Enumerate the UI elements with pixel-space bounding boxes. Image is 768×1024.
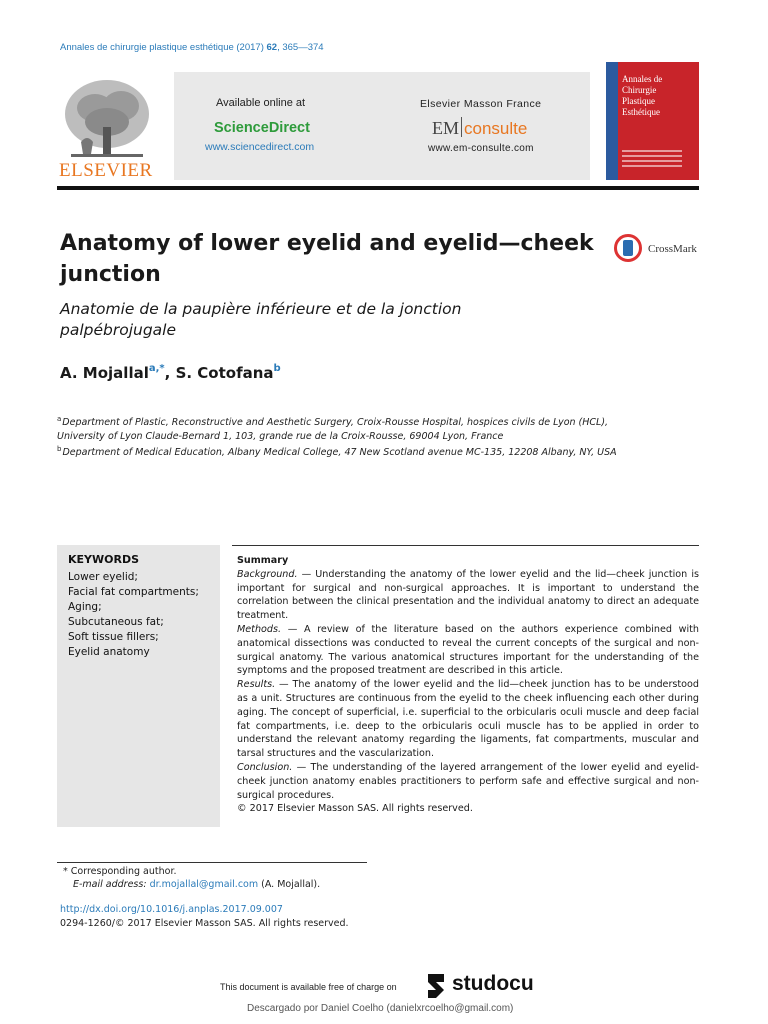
article-subtitle: Anatomie de la paupière inférieure et de la jonction palpébrojugale — [60, 300, 462, 339]
author-2-affiliation[interactable]: b — [273, 363, 281, 374]
summary-methods — [237, 623, 699, 678]
cover-text-lines — [622, 150, 682, 170]
cover-line-2: Chirurgie — [622, 85, 657, 95]
keyword-item: Facial fat compartments; — [68, 586, 199, 598]
author-list — [60, 363, 281, 382]
cover-line-3: Plastique — [622, 96, 655, 106]
studocu-brand[interactable]: studocu — [452, 972, 534, 995]
methods-text: — A review of the literature based on the authors experience combined with anatomical dissections was conducted to reveal the current concepts of the surgical and non-surgical anatomy. The various anatomical structures important for the understanding of the symptoms and the proposed treatment are described in this article. — [237, 623, 699, 677]
author-1[interactable]: A. Mojallal — [60, 364, 149, 382]
crossmark-icon[interactable] — [614, 234, 642, 262]
affiliation-b-label: b — [57, 445, 62, 453]
author-1-affiliation[interactable]: a,* — [148, 363, 165, 374]
article-title: Anatomy of lower eyelid and eyelid—cheek junction — [60, 231, 594, 287]
corresponding-author-note: * Corresponding author. — [63, 866, 177, 877]
summary-heading: Summary — [237, 555, 289, 566]
sciencedirect-link[interactable]: www.sciencedirect.com — [205, 141, 315, 153]
summary-conclusion — [237, 761, 699, 802]
summary-background — [237, 568, 699, 623]
email-link[interactable]: dr.mojallal@gmail.com — [149, 879, 259, 890]
conclusion-text: — The understanding of the layered arrangement of the lower eyelid and eyelid-cheek junction anatomy enables practitioners to perform safe and effective surgical and non-surgical procedures. — [237, 761, 699, 801]
elsevier-wordmark: ELSEVIER — [59, 160, 153, 181]
cover-title — [622, 74, 662, 118]
crossmark-label[interactable]: CrossMark — [648, 243, 697, 255]
keyword-item: Aging; — [68, 601, 102, 613]
affiliation-a-label: a — [57, 415, 62, 423]
journal-volume: 62 — [266, 42, 278, 53]
results-label: Results. — [237, 679, 276, 691]
author-2[interactable]: S. Cotofana — [175, 364, 274, 382]
downloaded-by-note: Descargado por Daniel Coelho (danielxrcoelho@gmail.com) — [247, 1003, 514, 1014]
keywords-list — [68, 570, 199, 660]
sciencedirect-logo[interactable]: ScienceDirect — [214, 120, 310, 136]
available-online-label: Available online at — [216, 97, 306, 109]
keyword-item: Soft tissue fillers; — [68, 631, 159, 643]
summary-copyright: © 2017 Elsevier Masson SAS. All rights reserved. — [237, 803, 473, 815]
results-text: — The anatomy of the lower eyelid and the lid—cheek junction has to be understood as a unit. Structures are continuous from the eyelid to the cheek influencing each other during aging. The concept of superficial, i.e. superficial to the orbicularis oculi muscle and deep facial fat compartments, i.e. deep to the orbicularis oculi muscle has to be applied in order to understand the relevant anatomy regarding the ligaments, fat compartments, muscular and tarsal structures and the vascularization. — [237, 679, 699, 760]
email-label: E-mail address: — [73, 879, 150, 890]
affiliation-b-text: Department of Medical Education, Albany Medical College, 47 New Scotland avenue MC-135, 12208 Albany, NY, USA — [62, 447, 617, 458]
affiliation-a-text: Department of Plastic, Reconstructive and Aesthetic Surgery, Croix-Rousse Hospital, hospices civils de Lyon (HCL), University of Lyon Claude-Bernard 1, 103, grande rue de la Croix-Rousse, 69004 Lyon, France — [57, 417, 609, 442]
cover-spine — [606, 62, 618, 180]
cover-line-1: Annales de — [622, 74, 663, 84]
summary-results — [237, 678, 699, 761]
em-consulte-link[interactable]: www.em-consulte.com — [428, 143, 534, 154]
summary-abstract — [237, 554, 699, 816]
email-suffix: (A. Mojallal). — [258, 879, 321, 890]
affiliation-a — [57, 412, 617, 444]
keyword-item: Subcutaneous fat; — [68, 616, 164, 628]
background-label: Background. — [237, 568, 298, 580]
conclusion-label: Conclusion. — [237, 761, 293, 773]
keyword-item: Lower eyelid; — [68, 571, 138, 583]
journal-reference[interactable] — [60, 42, 324, 53]
doi-link[interactable]: http://dx.doi.org/10.1016/j.anplas.2017.09.007 — [60, 904, 283, 915]
em-text: EM — [432, 118, 459, 138]
keywords-title: KEYWORDS — [68, 553, 140, 566]
journal-cover-thumbnail[interactable] — [606, 62, 699, 180]
keyword-item: Eyelid anatomy — [68, 646, 150, 658]
header-rule — [57, 186, 699, 190]
methods-label: Methods. — [237, 623, 282, 635]
elsevier-masson-label: Elsevier Masson France — [420, 98, 542, 110]
footnote-rule — [57, 862, 367, 863]
journal-ref-prefix: Annales de chirurgie plastique esthétique (2017) — [60, 42, 267, 53]
affiliation-b — [57, 442, 617, 460]
studocu-note: This document is available free of charge on — [220, 982, 397, 992]
em-consulte-logo[interactable] — [432, 117, 527, 139]
journal-pages: , 365—374 — [277, 42, 324, 53]
background-text: — Understanding the anatomy of the lower eyelid and the lid—cheek junction is important for surgical and non-surgical approaches. It is important to understand the correlation between the clinical presentation and the individual anatomy to direct an adequate treatment. — [237, 568, 699, 622]
author-separator: , — [164, 364, 176, 382]
consulte-text: consulte — [464, 119, 528, 138]
em-divider — [461, 117, 462, 137]
summary-rule — [232, 545, 699, 546]
studocu-logo-icon[interactable] — [424, 972, 448, 1000]
email-note — [73, 879, 320, 890]
cover-line-4: Esthétique — [622, 107, 660, 117]
issn-line: 0294-1260/© 2017 Elsevier Masson SAS. All rights reserved. — [60, 918, 349, 929]
